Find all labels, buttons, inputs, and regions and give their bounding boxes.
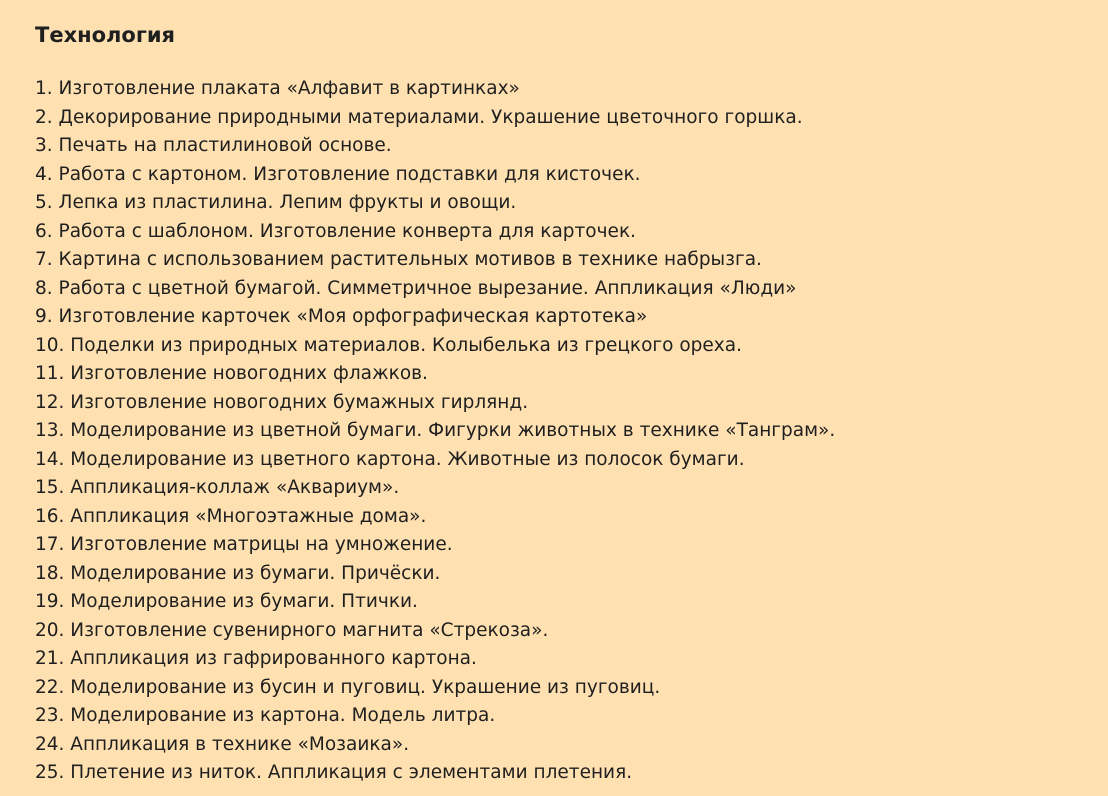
- list-item: 1. Изготовление плаката «Алфавит в картинках»: [35, 78, 520, 99]
- list-item: 7. Картина с использованием растительных мотивов в технике набрызга.: [35, 249, 762, 270]
- list-item: 22. Моделирование из бусин и пуговиц. Украшение из пуговиц.: [35, 676, 661, 698]
- list-item: 20. Изготовление сувенирного магнита «Стрекоза».: [35, 619, 549, 641]
- list-item: 25. Плетение из ниток. Аппликация с элементами плетения.: [35, 762, 633, 783]
- list-item: 6. Работа с шаблоном. Изготовление конверта для карточек.: [35, 220, 636, 242]
- list-item: 23. Моделирование из картона. Модель литра.: [35, 705, 496, 726]
- list-item: 2. Декорирование природными материалами. Украшение цветочного горшка.: [35, 106, 803, 128]
- list-item: 16. Аппликация «Многоэтажные дома».: [35, 505, 427, 527]
- list-item: 21. Аппликация из гафрированного картона.: [35, 648, 477, 669]
- list-item: 24. Аппликация в технике «Мозаика».: [35, 733, 410, 755]
- list-item: 12. Изготовление новогодних бумажных гирлянд.: [35, 391, 529, 413]
- list-item: 8. Работа с цветной бумагой. Симметричное вырезание. Аппликация «Люди»: [35, 277, 797, 299]
- list-item: 11. Изготовление новогодних флажков.: [35, 363, 428, 384]
- list-item: 17. Изготовление матрицы на умножение.: [35, 534, 453, 555]
- list-item: 9. Изготовление карточек «Моя орфографическая картотека»: [35, 306, 648, 327]
- list-item: 3. Печать на пластилиновой основе.: [35, 135, 392, 156]
- list-item: 14. Моделирование из цветного картона. Животные из полосок бумаги.: [35, 448, 745, 470]
- list-item: 18. Моделирование из бумаги. Причёски.: [35, 562, 441, 584]
- list-item: 10. Поделки из природных материалов. Колыбелька из грецкого ореха.: [35, 334, 742, 356]
- list-item: 5. Лепка из пластилина. Лепим фрукты и овощи.: [35, 192, 517, 213]
- list-item: 4. Работа с картоном. Изготовление подставки для кисточек.: [35, 163, 641, 185]
- list-item: 19. Моделирование из бумаги. Птички.: [35, 591, 418, 612]
- page-title: Технология: [35, 23, 176, 47]
- lesson-list: [35, 75, 835, 788]
- list-item: 13. Моделирование из цветной бумаги. Фигурки животных в технике «Танграм».: [35, 420, 836, 441]
- list-item: 15. Аппликация-коллаж «Аквариум».: [35, 477, 400, 498]
